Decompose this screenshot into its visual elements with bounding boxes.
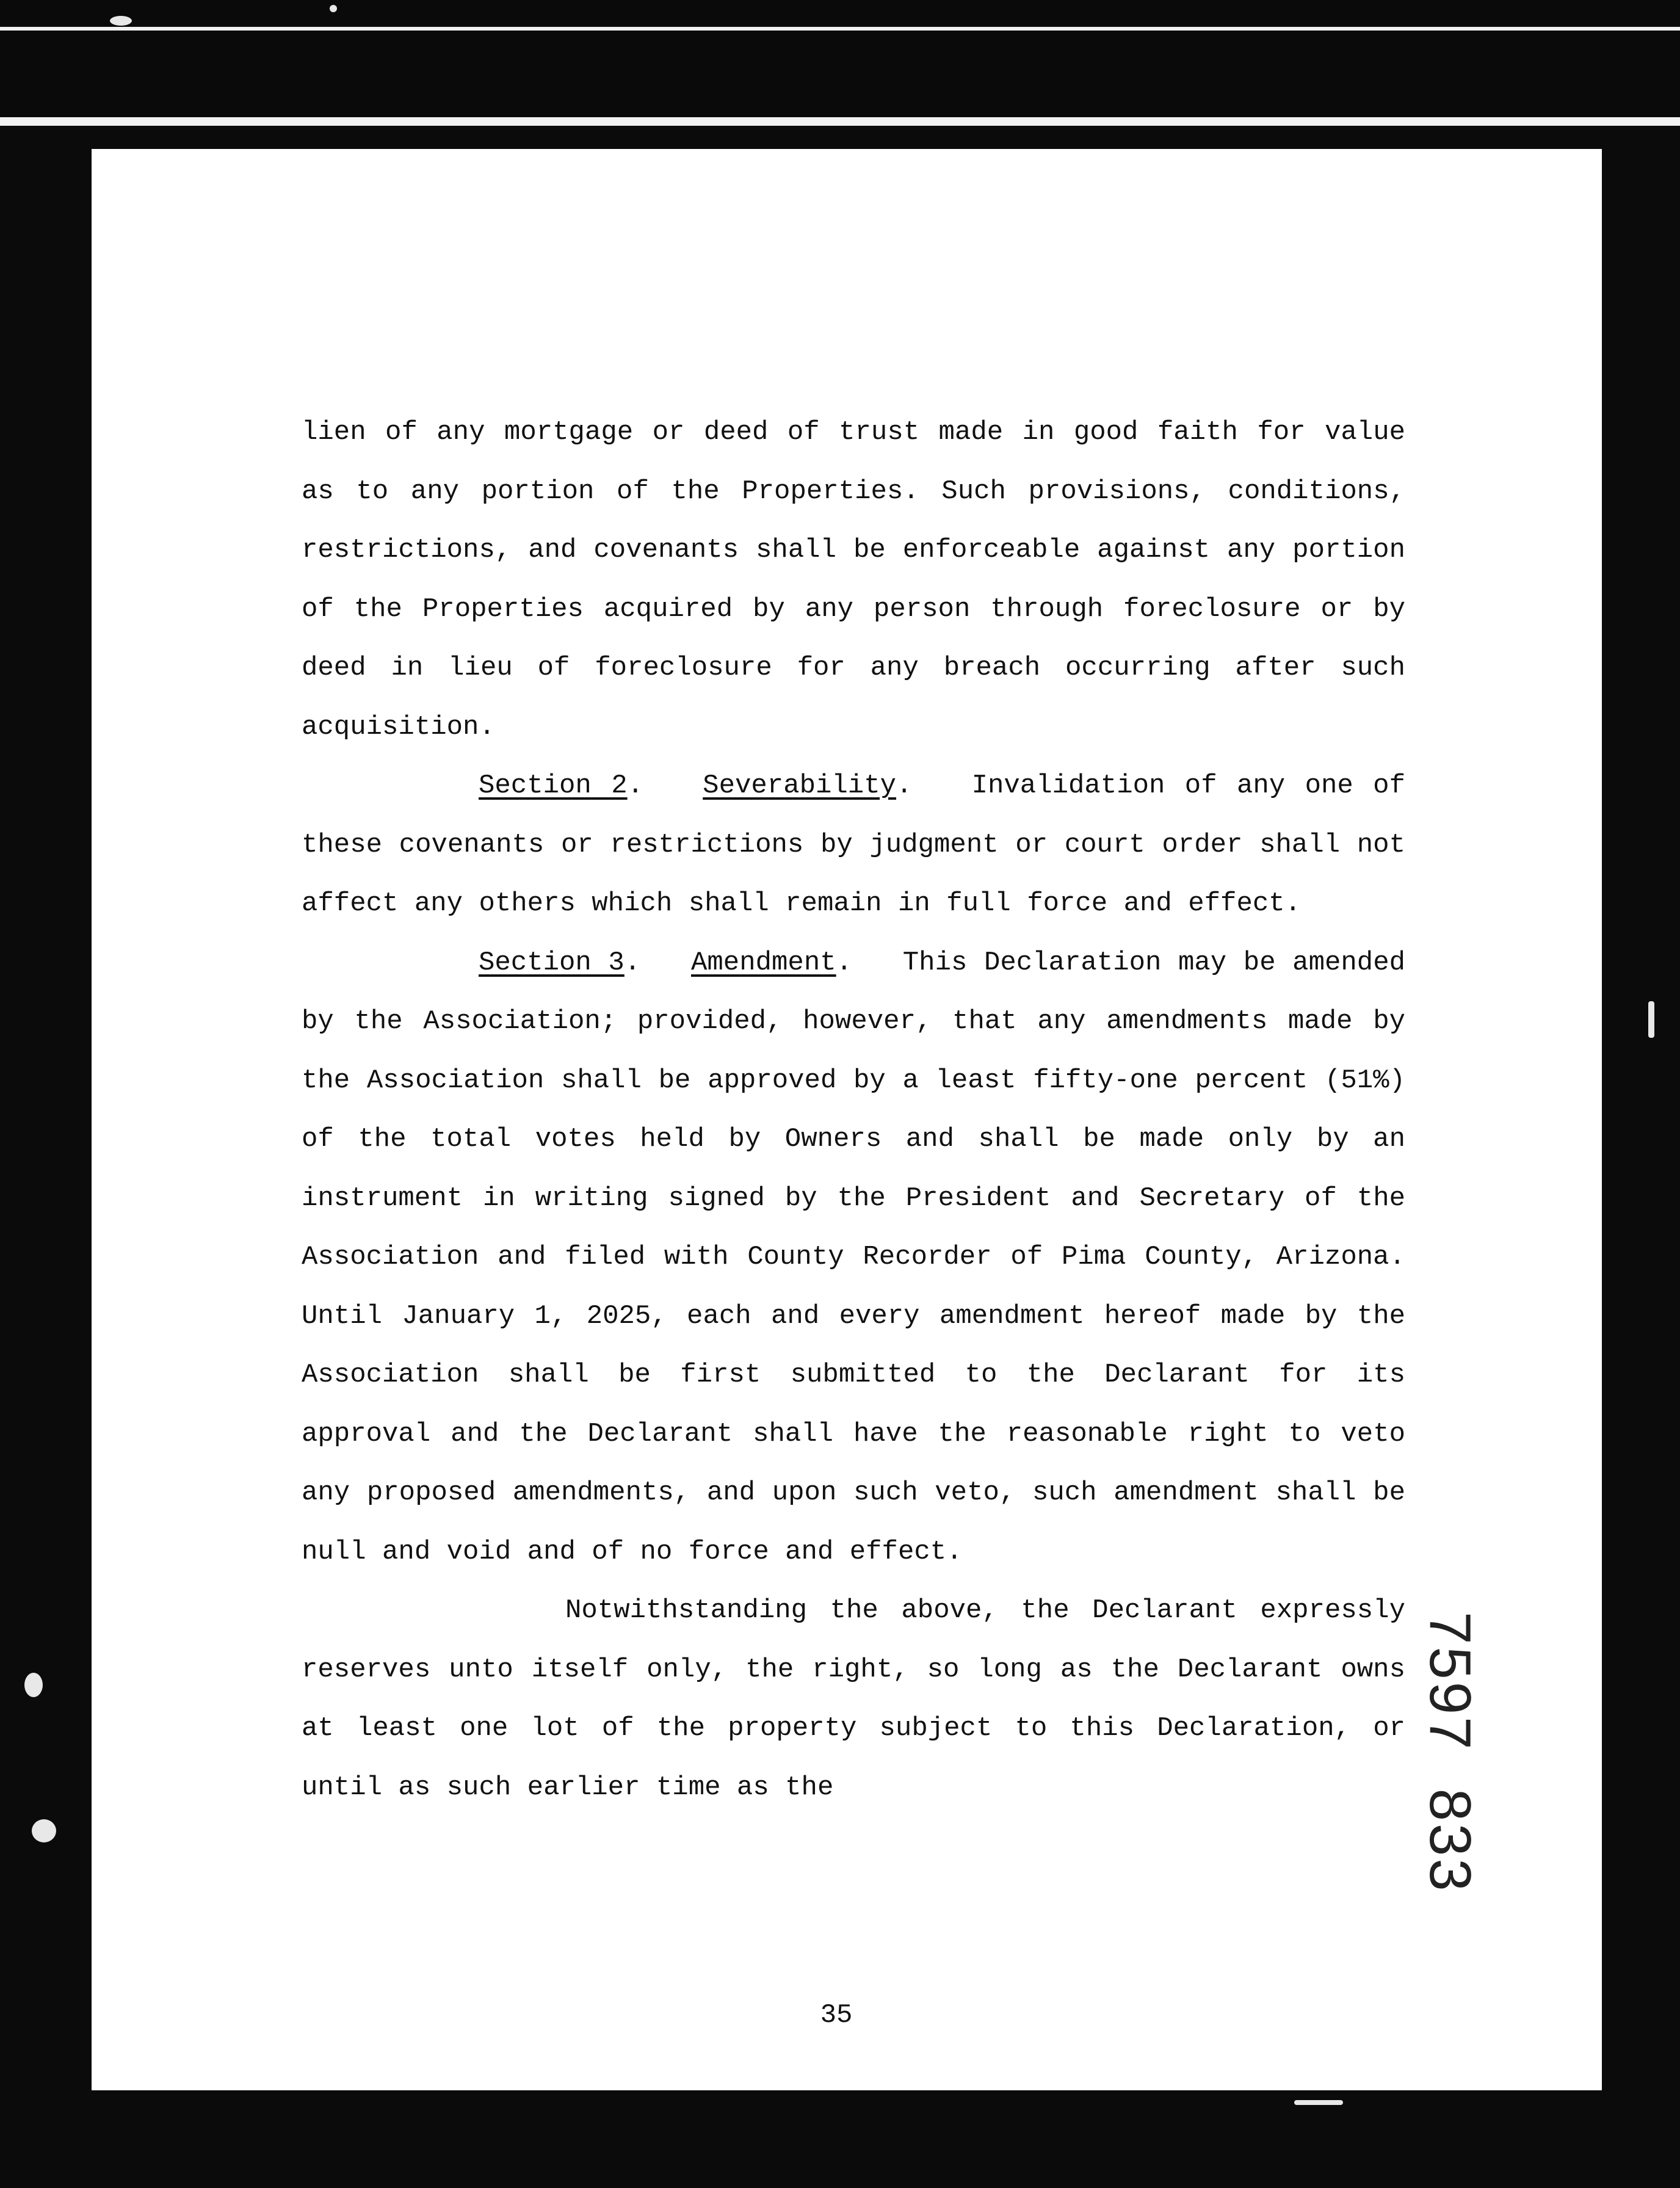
scan-speck [330,5,337,12]
paragraph-lien [302,403,1405,756]
scan-speck [24,1673,43,1697]
scanner-line [0,27,1680,31]
scan-speck [1648,1001,1654,1038]
document-body [302,403,1405,1817]
paragraph-text: lien of any mortgage or deed of trust made in good faith for value as to any portion of the Properties. Such provisions, conditions, restrictions, and covenants shall be enforceable against any portion of the Properties acquired by any person through foreclosure or by deed in lieu of foreclosure for any breach occurring after such acquisition. [302,417,1405,742]
scanner-edge-top [0,0,1680,122]
section-heading: Amendment [690,947,836,978]
docket-number: 7597 [1418,1612,1483,1752]
section-heading: Severability [703,770,897,801]
section-label: Section 3 [479,947,625,978]
paragraph-section-3: Section 3. Amendment. This Declaration may be amended by the Association; provided, however, that any amendments made by the Association shall be approved by a least fifty-one percent (51%) of the total votes held by Owners and shall be made only by an instrument in writing signed by the President and Secretary of the Association and filed with County Recorder of Pima County, Arizona. Until January 1, 2025, each and every amendment hereof made by the Association shall be first submitted to the Declarant for its approval and the Declarant shall have the reasonable right to veto any proposed amendments, and upon such veto, such amendment shall be null and void and of no force and effect. [302,947,1406,1567]
docket-page: 833 [1418,1788,1483,1894]
scanner-line [0,117,1680,126]
section-label: Section 2 [479,770,628,801]
recording-stamp [1416,1612,1483,1930]
paragraph-section-2: Section 2. Severability. Invalidation of any one of these covenants or restrictions by judgment or court order shall not affect any others which shall remain in full force and effect. [302,770,1405,919]
paragraph-text: Notwithstanding the above, the Declarant expressly reserves unto itself only, the right, so long as the Declarant owns at least one lot of the property subject to this Declaration, or until as such earlier time as the [302,1595,1405,1803]
scan-speck [32,1819,56,1842]
paragraph-text: Invalidation of any one of these covenants or restrictions by judgment or court order shall not affect any others which shall remain in full force and effect. [302,770,1405,919]
paragraph-notwithstanding [302,1581,1405,1817]
paragraph-text: This Declaration may be amended by the Association; provided, however, that any amendments made by the Association shall be approved by a least fifty-one percent (51%) of the total votes held by Owners and shall be made only by an instrument in writing signed by the President and Secretary of the Association and filed with County Recorder of Pima County, Arizona. Until January 1, 2025, each and every amendment hereof made by the Association shall be first submitted to the Declarant for its approval and the Declarant shall have the reasonable right to veto any proposed amendments, and upon such veto, such amendment shall be null and void and of no force and effect. [302,947,1406,1567]
scan-speck [1294,2100,1343,2105]
scan-speck [110,16,132,26]
page-number: 35 [820,2000,853,2030]
